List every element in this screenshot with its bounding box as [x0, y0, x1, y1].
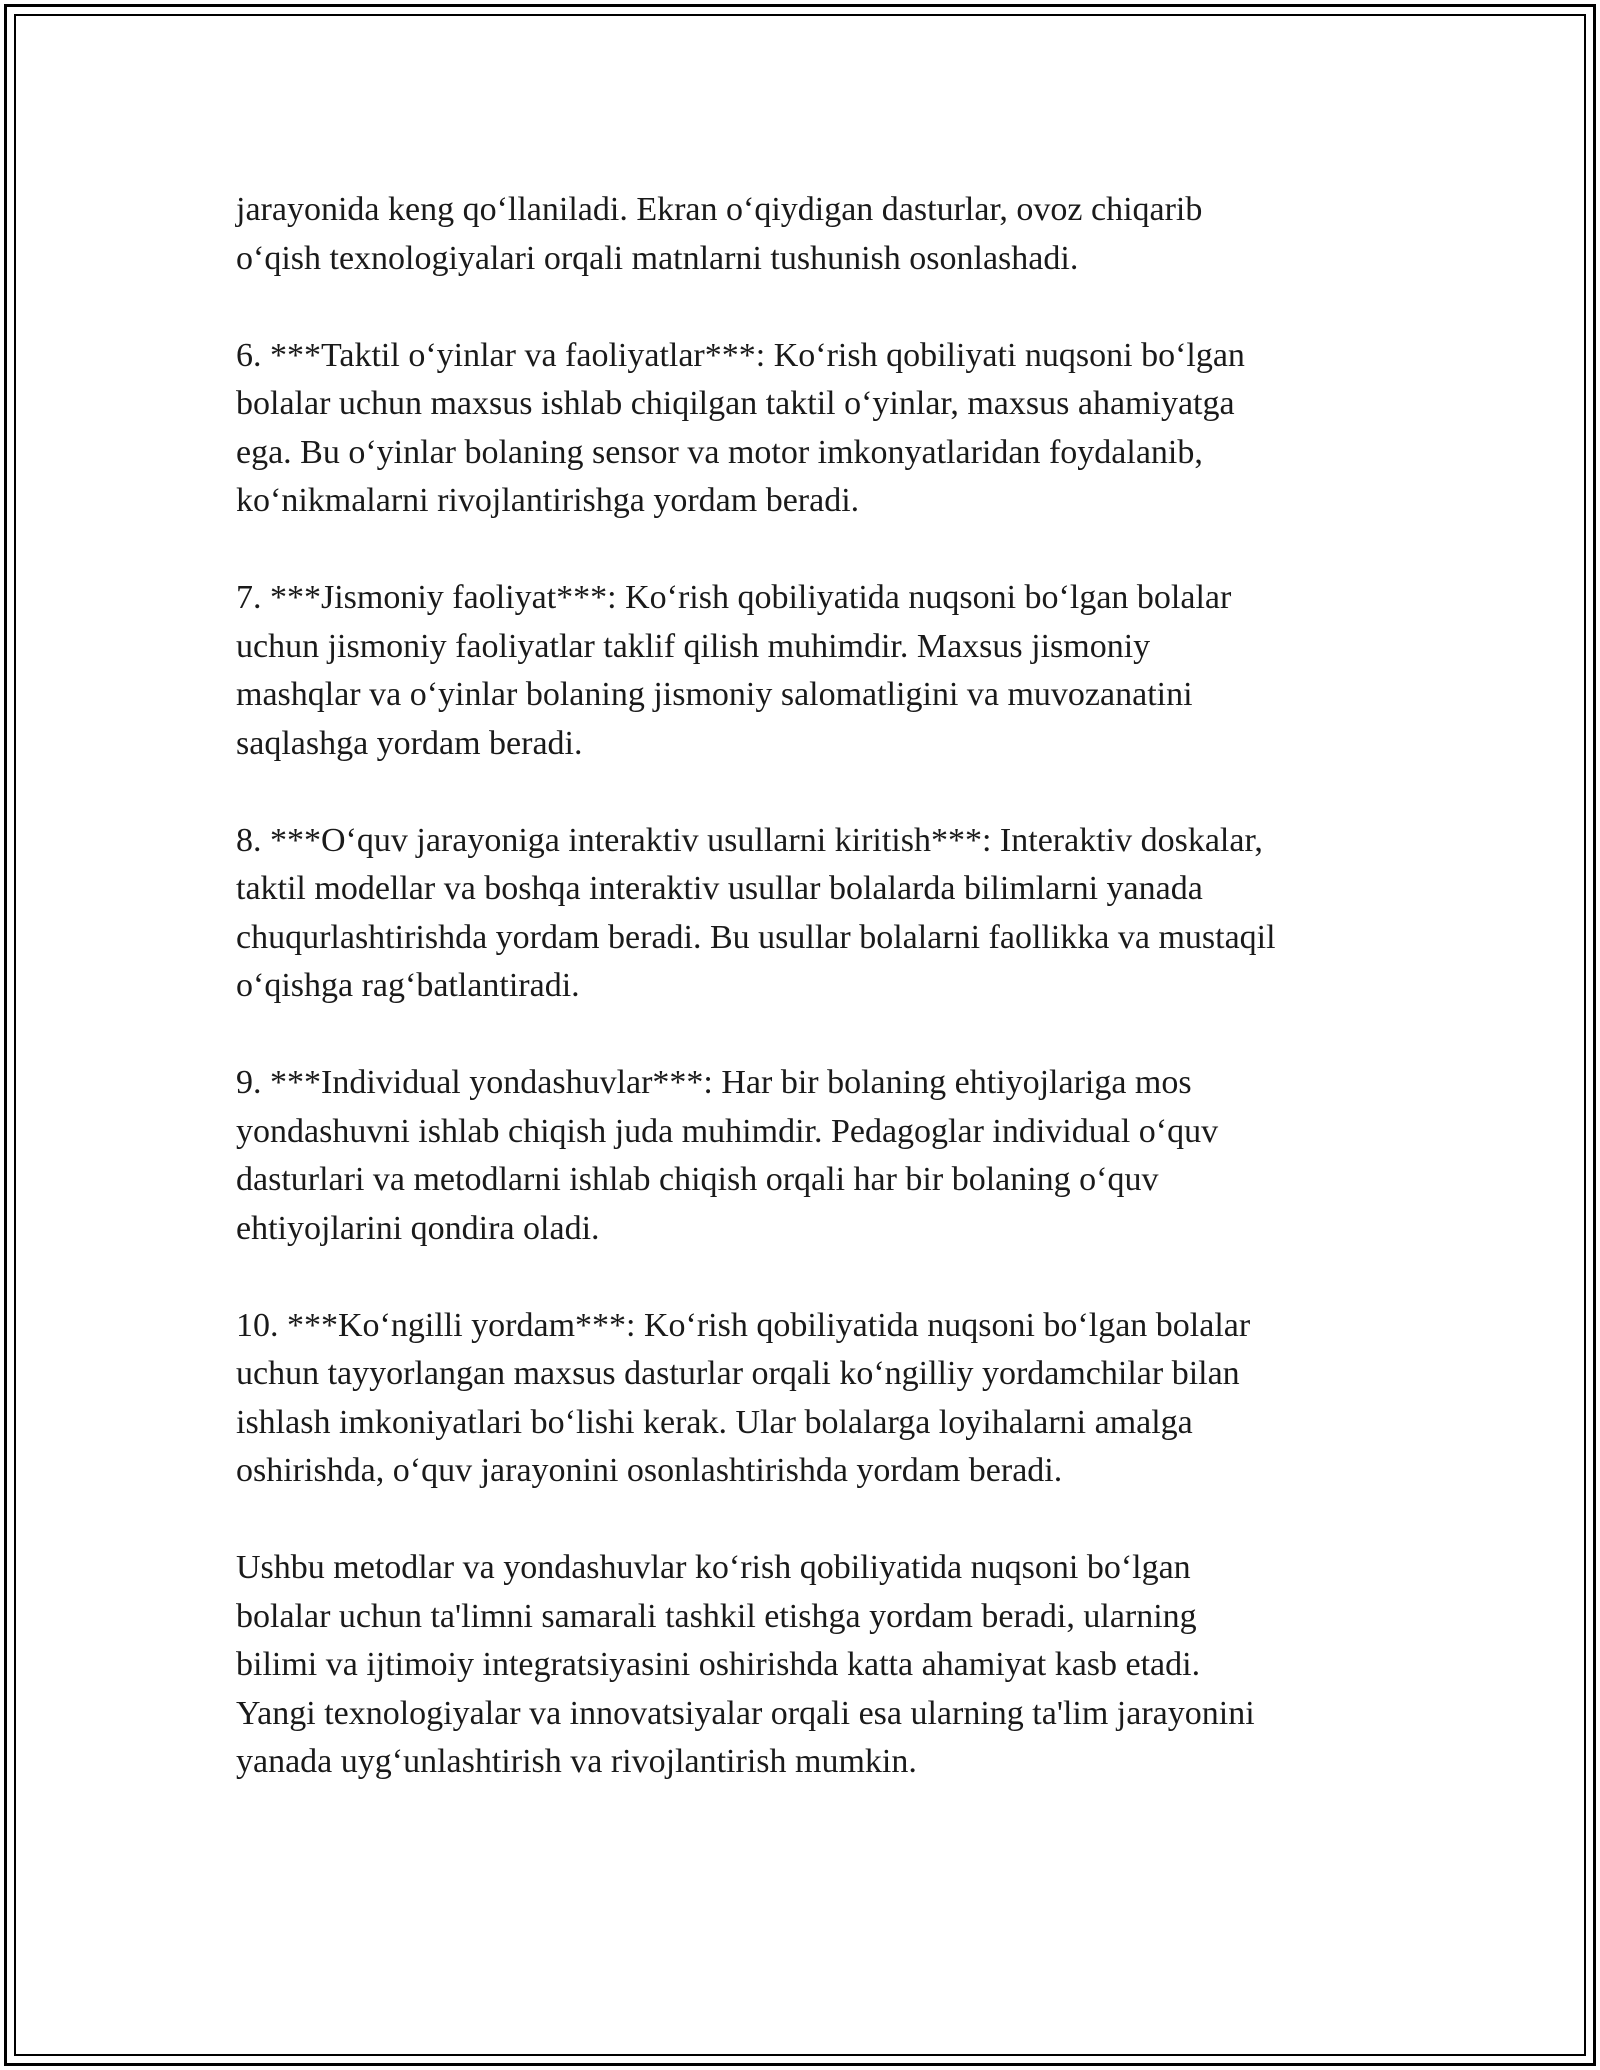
paragraph-item-10: 10. ***Ko‘ngilli yordam***: Ko‘rish qobiliyatida nuqsoni bo‘lgan bolalar uchun tayyorlangan maxsus dasturlar orqali ko‘ngilliy yordamchilar bilan ishlash imkoniyatlari bo‘lishi kerak. Ular bolalarga loyihalarni amalga oshirishda, o‘quv jarayonini osonlashtirishda yordam beradi. [236, 1306, 1251, 1489]
document-body [236, 186, 1386, 1787]
paragraph-conclusion: Ushbu metodlar va yondashuvlar ko‘rish qobiliyatida nuqsoni bo‘lgan bolalar uchun ta'limni samarali tashkil etishga yordam beradi, ularning bilimi va ijtimoiy integratsiyasini oshirishda katta ahamiyat kasb etadi. Yangi texnologiyalar va innovatsiyalar orqali esa ularning ta'lim jarayonini yanada uyg‘unlashtirish va rivojlantirish mumkin. [236, 1549, 1255, 1780]
paragraph-item-9: 9. ***Individual yondashuvlar***: Har bir bolaning ehtiyojlariga mos yondashuvni ishlab chiqish juda muhimdir. Pedagoglar individual o‘quv dasturlari va metodlarni ishlab chiqish orqali har bir bolaning o‘quv ehtiyojlarini qondira oladi. [236, 1064, 1219, 1247]
paragraph-item-7: 7. ***Jismoniy faoliyat***: Ko‘rish qobiliyatida nuqsoni bo‘lgan bolalar uchun jismoniy faoliyatlar taklif qilish muhimdir. Maxsus jismoniy mashqlar va o‘yinlar bolaning jismoniy salomatligini va muvozanatini saqlashga yordam beradi. [236, 579, 1232, 762]
paragraph-item-6: 6. ***Taktil o‘yinlar va faoliyatlar***: Ko‘rish qobiliyati nuqsoni bo‘lgan bolalar uchun maxsus ishlab chiqilgan taktil o‘yinlar, maxsus ahamiyatga ega. Bu o‘yinlar bolaning sensor va motor imkonyatlaridan foydalanib, ko‘nikmalarni rivojlantirishga yordam beradi. [236, 336, 1245, 519]
paragraph-continuation: jarayonida keng qo‘llaniladi. Ekran o‘qiydigan dasturlar, ovoz chiqarib o‘qish texnologiyalari orqali matnlarni tushunish osonlashadi. [236, 191, 1203, 277]
paragraph-item-8: 8. ***O‘quv jarayoniga interaktiv usullarni kiritish***: Interaktiv doskalar, taktil modellar va boshqa interaktiv usullar bolalarda bilimlarni yanada chuqurlashtirishda yordam beradi. Bu usullar bolalarni faollikka va mustaqil o‘qishga rag‘batlantiradi. [236, 821, 1276, 1004]
